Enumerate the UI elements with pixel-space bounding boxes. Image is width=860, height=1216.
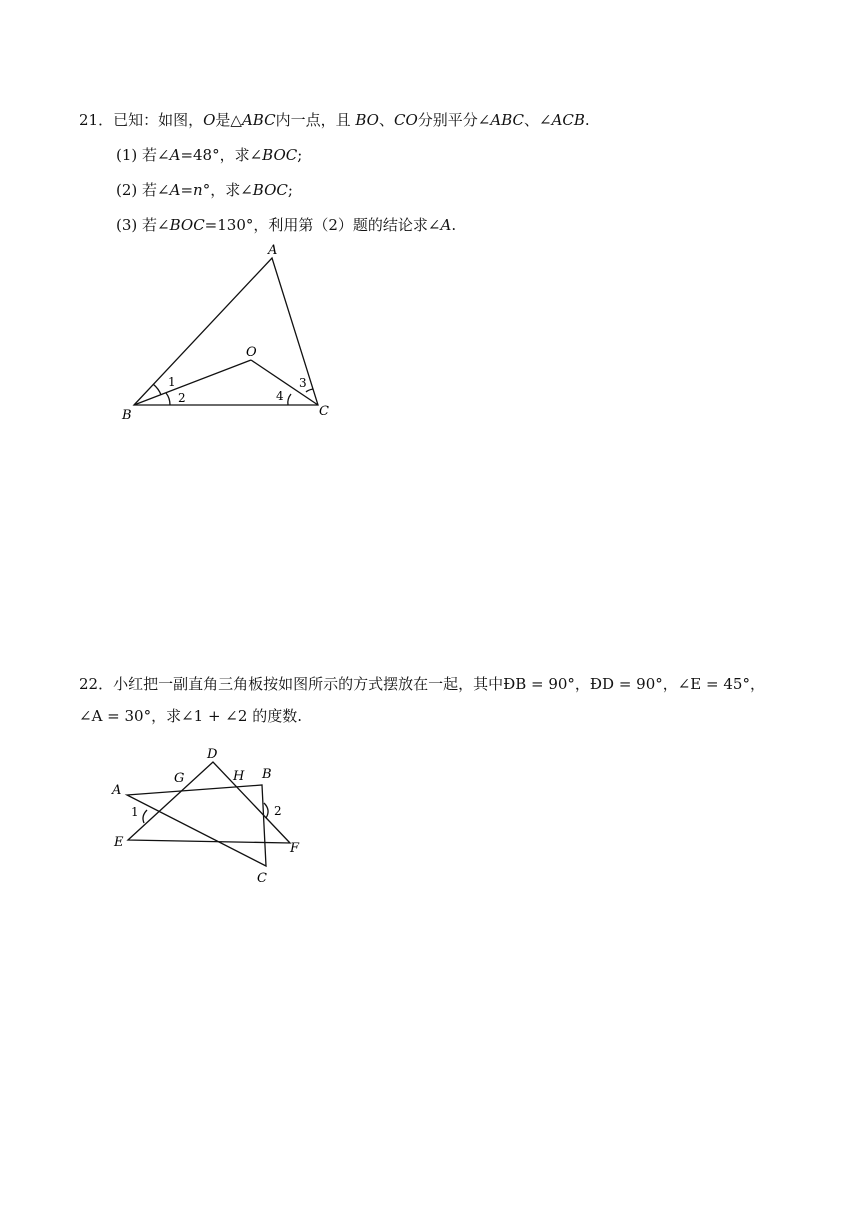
q22-label-f: F — [290, 841, 300, 856]
q22-label-a: A — [112, 783, 122, 798]
q21-triangle-figure — [110, 240, 350, 430]
q22-triangle-abc — [127, 785, 266, 866]
q21-sub2-boc: BOC — [252, 181, 288, 199]
q21-bisector-bo — [134, 360, 251, 405]
q21-angle-acb: ACB — [551, 111, 585, 129]
q21-label-4: 4 — [276, 389, 284, 403]
q21-stem — [79, 110, 590, 130]
q21-stem-sep2: 、∠ — [523, 111, 552, 129]
q22-stem-line1: 22．小红把一副直角三角板按如图所示的方式摆放在一起，其中ÐB = 90°，ÐD = 90°，∠E = 45°， — [79, 675, 765, 693]
q21-label-3: 3 — [299, 376, 307, 390]
q21-stem-end: . — [584, 111, 590, 129]
q22-label-g: G — [174, 771, 185, 786]
q21-sub2-deg: °，求∠ — [202, 181, 253, 199]
q21-label-2: 2 — [178, 391, 186, 405]
q21-stem-mid3: 分别平分∠ — [417, 111, 491, 129]
q21-stem-mid1: 是△ — [215, 111, 242, 129]
q21-angle-arc-2 — [166, 393, 170, 405]
q21-sub1-a: A — [169, 146, 181, 164]
q22-angle-arc-1 — [143, 810, 147, 823]
q22-triangles-figure — [105, 740, 315, 890]
q21-angle-arc-4 — [288, 394, 291, 405]
q21-stem-mid2: 内一点，且 — [275, 111, 356, 129]
q22-label-d: D — [207, 747, 218, 762]
q21-sub3-boc: BOC — [169, 216, 205, 234]
q21-stem-sep: 、 — [378, 111, 394, 129]
q21-sub2-eq: = — [180, 181, 194, 199]
q21-label-o: O — [246, 345, 257, 360]
q21-sub2-n: n — [193, 181, 203, 199]
q21-triangle-outline — [134, 258, 318, 405]
q21-sub2-label: (2) 若∠ — [116, 181, 170, 199]
q21-number: 21． — [79, 111, 114, 129]
q22-label-c: C — [257, 871, 267, 886]
q21-label-c: C — [319, 404, 329, 419]
q21-label-b: B — [122, 408, 132, 423]
q21-subquestion-2 — [116, 180, 293, 200]
q22-label-h: H — [233, 769, 245, 784]
q21-segment-co: CO — [394, 111, 418, 129]
q22-label-b: B — [262, 767, 272, 782]
q22-label-1: 1 — [131, 805, 139, 819]
q21-bisector-co — [251, 360, 318, 405]
q21-angle-arc-3 — [306, 389, 313, 392]
q21-sub3-a: A — [440, 216, 452, 234]
q22-stem-line2: ∠A = 30°，求∠1 + ∠2 的度数. — [79, 707, 302, 725]
q21-sub1-eq: =48°，求∠ — [180, 146, 263, 164]
q21-label-a: A — [268, 243, 278, 258]
q21-sub2-end: ; — [287, 181, 293, 199]
q21-angle-arc-1 — [153, 384, 161, 395]
q22-label-2: 2 — [274, 804, 282, 818]
q21-sub2-a: A — [169, 181, 181, 199]
q21-sub1-label: (1) 若∠ — [116, 146, 170, 164]
q21-subquestion-1 — [116, 145, 302, 165]
q21-angle-abc: ABC — [490, 111, 524, 129]
q21-triangle-abc: ABC — [241, 111, 276, 129]
q21-sub3-end: . — [451, 216, 457, 234]
q22-label-e: E — [114, 835, 124, 850]
q21-sub1-boc: BOC — [262, 146, 298, 164]
q21-sub1-end: ; — [297, 146, 303, 164]
q21-label-1: 1 — [168, 375, 176, 389]
q21-point-o: O — [203, 111, 216, 129]
q21-stem-prefix: 已知：如图， — [113, 111, 204, 129]
q21-segment-bo: BO — [355, 111, 379, 129]
q21-subquestion-3 — [116, 215, 456, 235]
q21-sub3-eq: =130°，利用第（2）题的结论求∠ — [204, 216, 441, 234]
q21-sub3-label: (3) 若∠ — [116, 216, 170, 234]
